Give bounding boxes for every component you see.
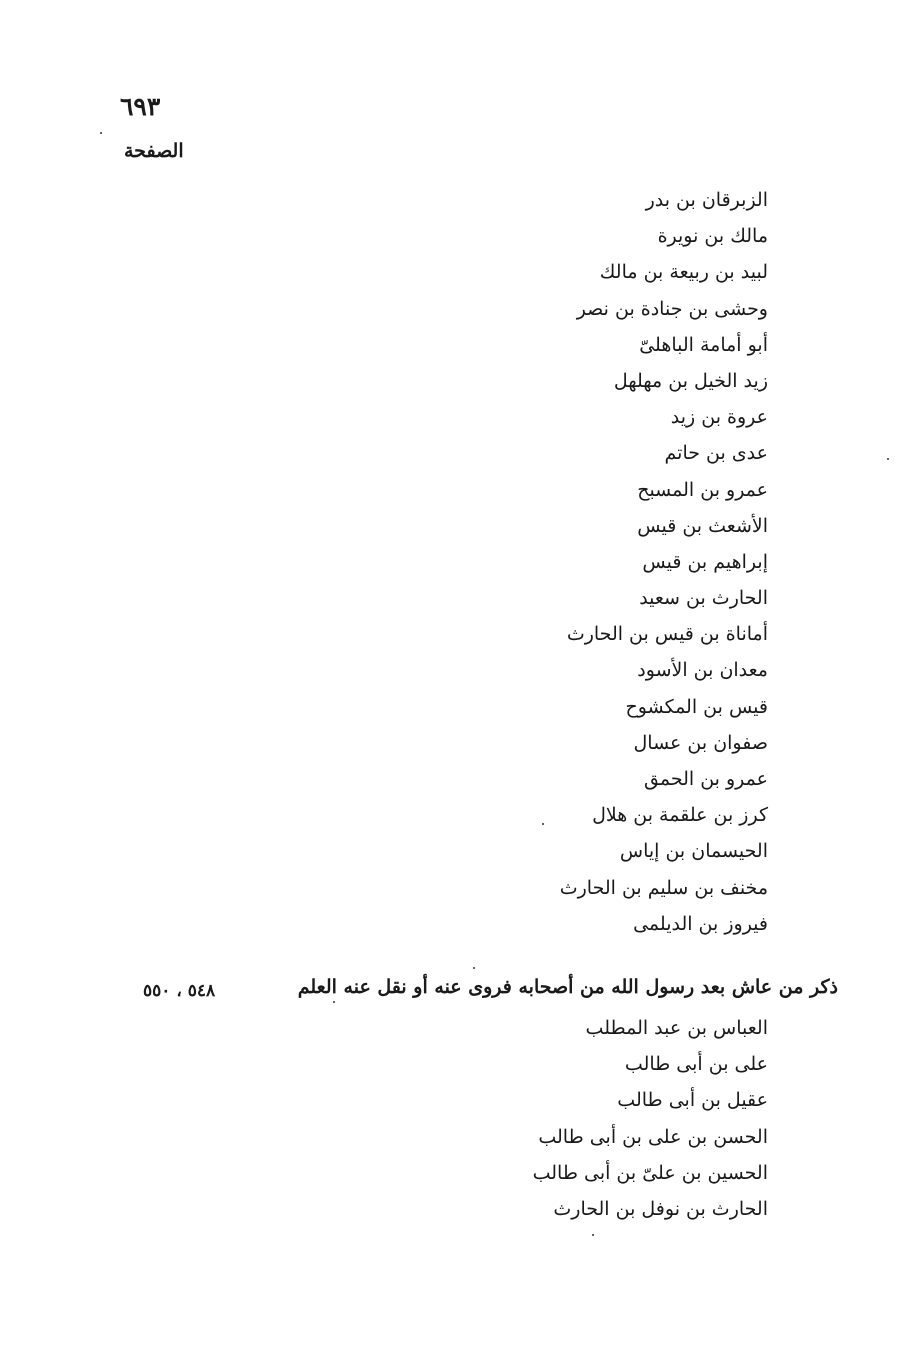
list-item: العباس بن عبد المطلب — [585, 1017, 768, 1039]
list-item: الحارث بن نوفل بن الحارث — [553, 1197, 768, 1220]
print-speck — [473, 967, 475, 969]
list-item: فيروز بن الديلمى — [633, 912, 768, 935]
list-item: الحيسمان بن إياس — [619, 840, 768, 863]
list-item: صفوان بن عسال — [633, 731, 768, 754]
list-item: الحسن بن على بن أبى طالب — [538, 1125, 768, 1148]
list-item: عروة بن زيد — [670, 406, 768, 429]
print-speck — [100, 132, 102, 134]
list-item: الحارث بن سعيد — [639, 587, 768, 610]
list-item: زيد الخيل بن مهلهل — [613, 369, 768, 392]
list-item: كرز بن علقمة بن هلال — [592, 804, 768, 827]
print-speck — [333, 1001, 335, 1003]
print-speck — [542, 823, 544, 825]
page-column-label: الصفحة — [124, 140, 184, 162]
list-item: عمرو بن الحمق — [644, 768, 768, 790]
section-heading: ذكر من عاش بعد رسول الله من أصحابه فروى عنه أو نقل عنه العلم — [297, 976, 838, 998]
names-list — [560, 182, 768, 942]
list-item: مخنف بن سليم بن الحارث — [559, 876, 768, 899]
list-item: إبراهيم بن قيس — [642, 550, 768, 573]
list-item: الأشعث بن قيس — [637, 514, 768, 537]
list-item: عمرو بن المسبح — [637, 478, 768, 501]
list-item: أبو أمامة الباهلىّ — [639, 333, 768, 356]
section-names-list — [533, 1010, 768, 1227]
list-item: الزبرقان بن بدر — [645, 189, 768, 211]
list-item: أماناة بن قيس بن الحارث — [566, 623, 768, 646]
section-page-numbers: ٥٤٨ ، ٥٥٠ — [143, 981, 216, 1001]
list-item: قيس بن المكشوح — [625, 695, 768, 718]
list-item: عدى بن حاتم — [664, 442, 768, 465]
list-item: على بن أبى طالب — [624, 1053, 768, 1076]
list-item: مالك بن نويرة — [657, 225, 768, 248]
list-item: الحسين بن علىّ بن أبى طالب — [532, 1161, 768, 1184]
list-item: لبيد بن ربيعة بن مالك — [599, 261, 768, 284]
print-speck — [887, 458, 889, 460]
page-number: ٦٩٣ — [120, 92, 161, 121]
print-speck — [592, 1234, 594, 1236]
list-item: عقيل بن أبى طالب — [617, 1089, 768, 1112]
list-item: وحشى بن جنادة بن نصر — [576, 297, 768, 320]
list-item: معدان بن الأسود — [637, 659, 768, 682]
